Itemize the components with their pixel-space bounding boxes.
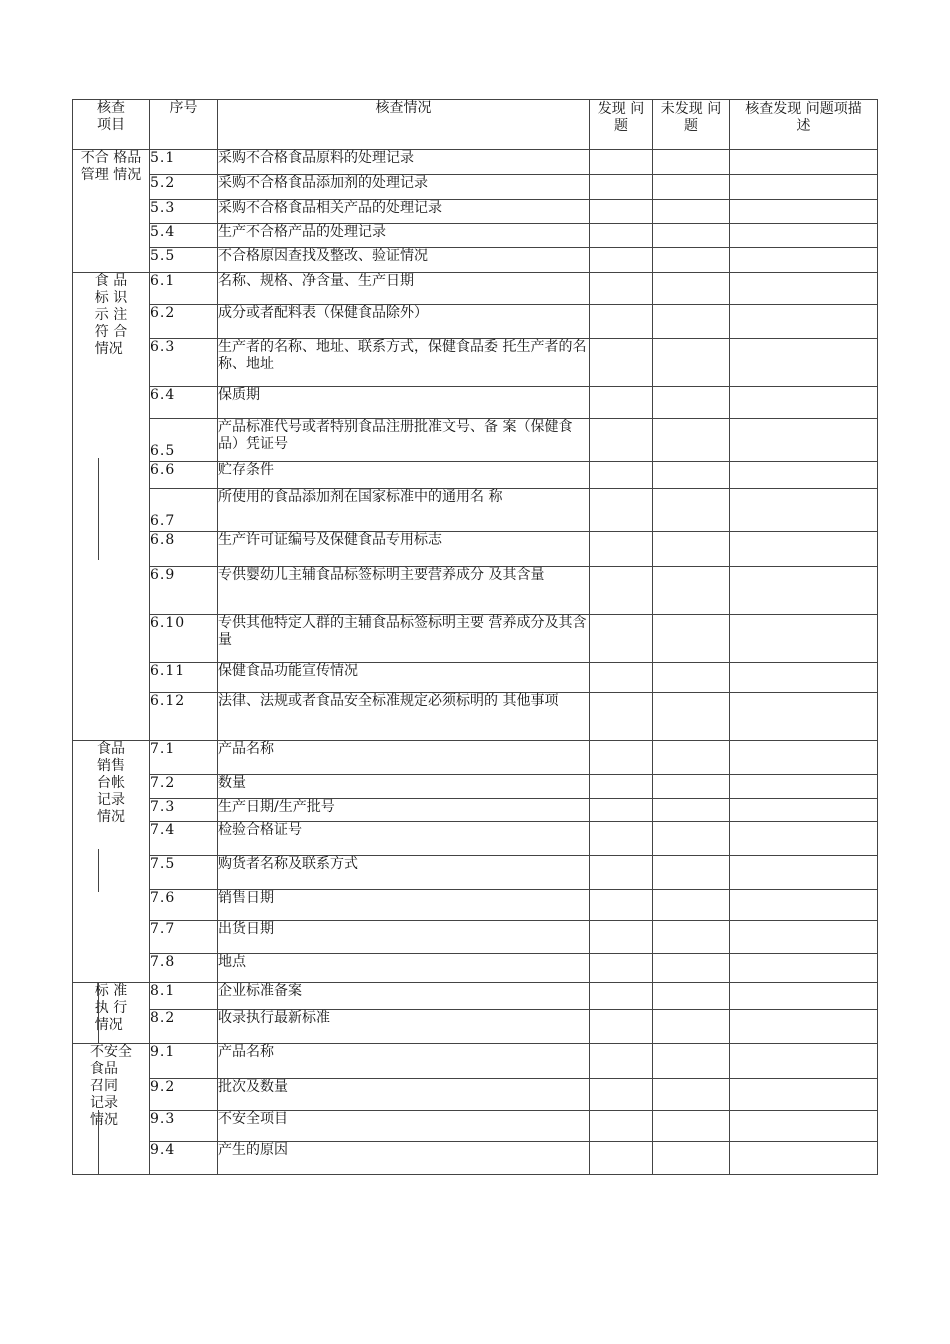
item-description: 所使用的食品添加剂在国家标准中的通用名 称 xyxy=(218,489,590,532)
item-description: 成分或者配料表（保健食品除外） xyxy=(218,305,590,339)
description-cell[interactable] xyxy=(730,799,878,822)
item-number: 7.6 xyxy=(150,890,218,921)
header-description: 核查发现 问题项描 述 xyxy=(730,100,878,150)
description-cell[interactable] xyxy=(730,273,878,305)
item-description: 采购不合格食品原料的处理记录 xyxy=(218,150,590,175)
found-cell[interactable] xyxy=(590,693,653,741)
table-row xyxy=(73,822,878,856)
item-description: 专供其他特定人群的主辅食品标签标明主要 营养成分及其含量 xyxy=(218,615,590,663)
description-cell[interactable] xyxy=(730,489,878,532)
table-row xyxy=(73,532,878,567)
table-row xyxy=(73,693,878,741)
item-number: 8.1 xyxy=(150,983,218,1010)
found-cell[interactable] xyxy=(590,419,653,462)
description-cell[interactable] xyxy=(730,890,878,921)
not-found-cell[interactable] xyxy=(653,305,730,339)
not-found-cell[interactable] xyxy=(653,419,730,462)
found-cell[interactable] xyxy=(590,856,653,890)
found-cell[interactable] xyxy=(590,339,653,387)
found-cell[interactable] xyxy=(590,1142,653,1175)
found-cell[interactable] xyxy=(590,822,653,856)
not-found-cell[interactable] xyxy=(653,532,730,567)
table-row xyxy=(73,200,878,224)
description-cell[interactable] xyxy=(730,693,878,741)
not-found-cell[interactable] xyxy=(653,1079,730,1111)
table-row xyxy=(73,339,878,387)
description-cell[interactable] xyxy=(730,387,878,419)
item-description: 采购不合格食品添加剂的处理记录 xyxy=(218,175,590,200)
item-number: 6.7 xyxy=(150,489,218,532)
header-found: 发现 问 题 xyxy=(590,100,653,150)
description-cell[interactable] xyxy=(730,615,878,663)
not-found-cell[interactable] xyxy=(653,1111,730,1142)
not-found-cell[interactable] xyxy=(653,1044,730,1079)
item-description: 地点 xyxy=(218,954,590,983)
item-number: 5.2 xyxy=(150,175,218,200)
not-found-cell[interactable] xyxy=(653,954,730,983)
table-row xyxy=(73,1010,878,1044)
item-description: 产生的原因 xyxy=(218,1142,590,1175)
item-number: 5.3 xyxy=(150,200,218,224)
item-description: 保健食品功能宣传情况 xyxy=(218,663,590,693)
item-description: 生产许可证编号及保健食品专用标志 xyxy=(218,532,590,567)
section-divider xyxy=(98,849,99,892)
item-number: 9.4 xyxy=(150,1142,218,1175)
found-cell[interactable] xyxy=(590,663,653,693)
not-found-cell[interactable] xyxy=(653,1142,730,1175)
item-number: 9.1 xyxy=(150,1044,218,1079)
not-found-cell[interactable] xyxy=(653,175,730,200)
item-description: 不安全项目 xyxy=(218,1111,590,1142)
description-cell[interactable] xyxy=(730,983,878,1010)
section-label-text: 标 准 执 行 情况 xyxy=(94,983,128,1033)
description-cell[interactable] xyxy=(730,532,878,567)
item-description: 生产者的名称、地址、联系方式，保健食品委 托生产者的名称、地址 xyxy=(218,339,590,387)
table-row xyxy=(73,1111,878,1142)
header-category: 核查 项目 xyxy=(73,100,150,150)
item-number: 6.11 xyxy=(150,663,218,693)
found-cell[interactable] xyxy=(590,305,653,339)
table-row xyxy=(73,856,878,890)
table-row xyxy=(73,462,878,489)
description-cell[interactable] xyxy=(730,1079,878,1111)
inspection-table xyxy=(72,99,878,1175)
description-cell[interactable] xyxy=(730,305,878,339)
found-cell[interactable] xyxy=(590,921,653,954)
table-row xyxy=(73,248,878,273)
header-number: 序号 xyxy=(150,100,218,150)
item-number: 7.4 xyxy=(150,822,218,856)
not-found-cell[interactable] xyxy=(653,150,730,175)
item-description: 不合格原因查找及整改、验证情况 xyxy=(218,248,590,273)
item-description: 生产日期/生产批号 xyxy=(218,799,590,822)
section-label xyxy=(73,1044,150,1175)
found-cell[interactable] xyxy=(590,615,653,663)
item-number: 6.9 xyxy=(150,567,218,615)
section-label-text: 不合 格品 管理 情况 xyxy=(80,150,142,183)
header-check: 核查情况 xyxy=(218,100,590,150)
found-cell[interactable] xyxy=(590,489,653,532)
table-row xyxy=(73,1079,878,1111)
not-found-cell[interactable] xyxy=(653,693,730,741)
not-found-cell[interactable] xyxy=(653,1010,730,1044)
description-cell[interactable] xyxy=(730,921,878,954)
item-number: 6.4 xyxy=(150,387,218,419)
section-label-text: 食 品 标 识 示 注 符 合 情况 xyxy=(94,273,128,357)
item-description: 生产不合格产品的处理记录 xyxy=(218,224,590,248)
found-cell[interactable] xyxy=(590,890,653,921)
item-number: 7.1 xyxy=(150,741,218,775)
item-description: 保质期 xyxy=(218,387,590,419)
table-row xyxy=(73,150,878,175)
item-description: 数量 xyxy=(218,775,590,799)
found-cell[interactable] xyxy=(590,799,653,822)
item-description: 企业标准备案 xyxy=(218,983,590,1010)
item-number: 6.10 xyxy=(150,615,218,663)
item-number: 7.3 xyxy=(150,799,218,822)
found-cell[interactable] xyxy=(590,1111,653,1142)
description-cell[interactable] xyxy=(730,822,878,856)
not-found-cell[interactable] xyxy=(653,615,730,663)
section-label xyxy=(73,741,150,983)
found-cell[interactable] xyxy=(590,462,653,489)
not-found-cell[interactable] xyxy=(653,741,730,775)
description-cell[interactable] xyxy=(730,856,878,890)
found-cell[interactable] xyxy=(590,387,653,419)
section-label xyxy=(73,983,150,1044)
found-cell[interactable] xyxy=(590,1079,653,1111)
not-found-cell[interactable] xyxy=(653,462,730,489)
found-cell[interactable] xyxy=(590,175,653,200)
item-number: 7.2 xyxy=(150,775,218,799)
table-row xyxy=(73,567,878,615)
description-cell[interactable] xyxy=(730,224,878,248)
found-cell[interactable] xyxy=(590,200,653,224)
section-label-text: 不安全 食品 召同 记录 情况 xyxy=(90,1044,132,1128)
table-row xyxy=(73,387,878,419)
not-found-cell[interactable] xyxy=(653,273,730,305)
table-row xyxy=(73,224,878,248)
not-found-cell[interactable] xyxy=(653,224,730,248)
section-divider xyxy=(98,458,99,560)
found-cell[interactable] xyxy=(590,983,653,1010)
description-cell[interactable] xyxy=(730,1044,878,1079)
item-number: 5.5 xyxy=(150,248,218,273)
found-cell[interactable] xyxy=(590,741,653,775)
table-row xyxy=(73,1044,878,1079)
found-cell[interactable] xyxy=(590,248,653,273)
table-row xyxy=(73,419,878,462)
not-found-cell[interactable] xyxy=(653,921,730,954)
description-cell[interactable] xyxy=(730,175,878,200)
item-description: 批次及数量 xyxy=(218,1079,590,1111)
item-number: 9.3 xyxy=(150,1111,218,1142)
not-found-cell[interactable] xyxy=(653,567,730,615)
item-number: 7.7 xyxy=(150,921,218,954)
description-cell[interactable] xyxy=(730,419,878,462)
found-cell[interactable] xyxy=(590,567,653,615)
item-description: 产品名称 xyxy=(218,1044,590,1079)
item-description: 贮存条件 xyxy=(218,462,590,489)
item-number: 8.2 xyxy=(150,1010,218,1044)
table-row xyxy=(73,273,878,305)
not-found-cell[interactable] xyxy=(653,856,730,890)
item-description: 收录执行最新标准 xyxy=(218,1010,590,1044)
description-cell[interactable] xyxy=(730,1142,878,1175)
not-found-cell[interactable] xyxy=(653,775,730,799)
item-number: 6.6 xyxy=(150,462,218,489)
description-cell[interactable] xyxy=(730,248,878,273)
item-number: 6.1 xyxy=(150,273,218,305)
description-cell[interactable] xyxy=(730,150,878,175)
item-number: 6.5 xyxy=(150,419,218,462)
item-number: 9.2 xyxy=(150,1079,218,1111)
found-cell[interactable] xyxy=(590,273,653,305)
item-description: 产品标准代号或者特别食品注册批准文号、备 案（保健食品）凭证号 xyxy=(218,419,590,462)
found-cell[interactable] xyxy=(590,775,653,799)
item-description: 销售日期 xyxy=(218,890,590,921)
item-description: 产品名称 xyxy=(218,741,590,775)
item-number: 6.8 xyxy=(150,532,218,567)
item-description: 购货者名称及联系方式 xyxy=(218,856,590,890)
table-row xyxy=(73,1142,878,1175)
section-divider xyxy=(98,983,99,1043)
description-cell[interactable] xyxy=(730,567,878,615)
not-found-cell[interactable] xyxy=(653,489,730,532)
table-row xyxy=(73,890,878,921)
section-label xyxy=(73,150,150,273)
description-cell[interactable] xyxy=(730,663,878,693)
not-found-cell[interactable] xyxy=(653,200,730,224)
item-description: 出货日期 xyxy=(218,921,590,954)
item-number: 6.12 xyxy=(150,693,218,741)
description-cell[interactable] xyxy=(730,954,878,983)
item-description: 名称、规格、净含量、生产日期 xyxy=(218,273,590,305)
header-row xyxy=(73,100,878,150)
found-cell[interactable] xyxy=(590,150,653,175)
description-cell[interactable] xyxy=(730,200,878,224)
item-description: 法律、法规或者食品安全标准规定必须标明的 其他事项 xyxy=(218,693,590,741)
table-row xyxy=(73,983,878,1010)
item-number: 6.2 xyxy=(150,305,218,339)
table-row xyxy=(73,663,878,693)
item-number: 5.4 xyxy=(150,224,218,248)
found-cell[interactable] xyxy=(590,954,653,983)
section-divider xyxy=(98,1110,99,1174)
table-row xyxy=(73,799,878,822)
item-description: 专供婴幼儿主辅食品标签标明主要营养成分 及其含量 xyxy=(218,567,590,615)
description-cell[interactable] xyxy=(730,741,878,775)
description-cell[interactable] xyxy=(730,1111,878,1142)
not-found-cell[interactable] xyxy=(653,890,730,921)
not-found-cell[interactable] xyxy=(653,339,730,387)
table-row xyxy=(73,489,878,532)
table-row xyxy=(73,921,878,954)
description-cell[interactable] xyxy=(730,1010,878,1044)
item-number: 5.1 xyxy=(150,150,218,175)
not-found-cell[interactable] xyxy=(653,663,730,693)
table-row xyxy=(73,175,878,200)
table-row xyxy=(73,305,878,339)
found-cell[interactable] xyxy=(590,532,653,567)
description-cell[interactable] xyxy=(730,462,878,489)
not-found-cell[interactable] xyxy=(653,799,730,822)
description-cell[interactable] xyxy=(730,339,878,387)
section-label xyxy=(73,273,150,741)
section-label-text: 食品 销售 台帐 记录 情况 xyxy=(97,741,125,825)
item-description: 检验合格证号 xyxy=(218,822,590,856)
description-cell[interactable] xyxy=(730,775,878,799)
item-number: 6.3 xyxy=(150,339,218,387)
header-not-found: 未发现 问 题 xyxy=(653,100,730,150)
found-cell[interactable] xyxy=(590,224,653,248)
not-found-cell[interactable] xyxy=(653,387,730,419)
found-cell[interactable] xyxy=(590,1044,653,1079)
found-cell[interactable] xyxy=(590,1010,653,1044)
not-found-cell[interactable] xyxy=(653,822,730,856)
item-number: 7.5 xyxy=(150,856,218,890)
table-row xyxy=(73,615,878,663)
not-found-cell[interactable] xyxy=(653,248,730,273)
item-number: 7.8 xyxy=(150,954,218,983)
table-row xyxy=(73,741,878,775)
not-found-cell[interactable] xyxy=(653,983,730,1010)
item-description: 采购不合格食品相关产品的处理记录 xyxy=(218,200,590,224)
table-row xyxy=(73,775,878,799)
table-row xyxy=(73,954,878,983)
